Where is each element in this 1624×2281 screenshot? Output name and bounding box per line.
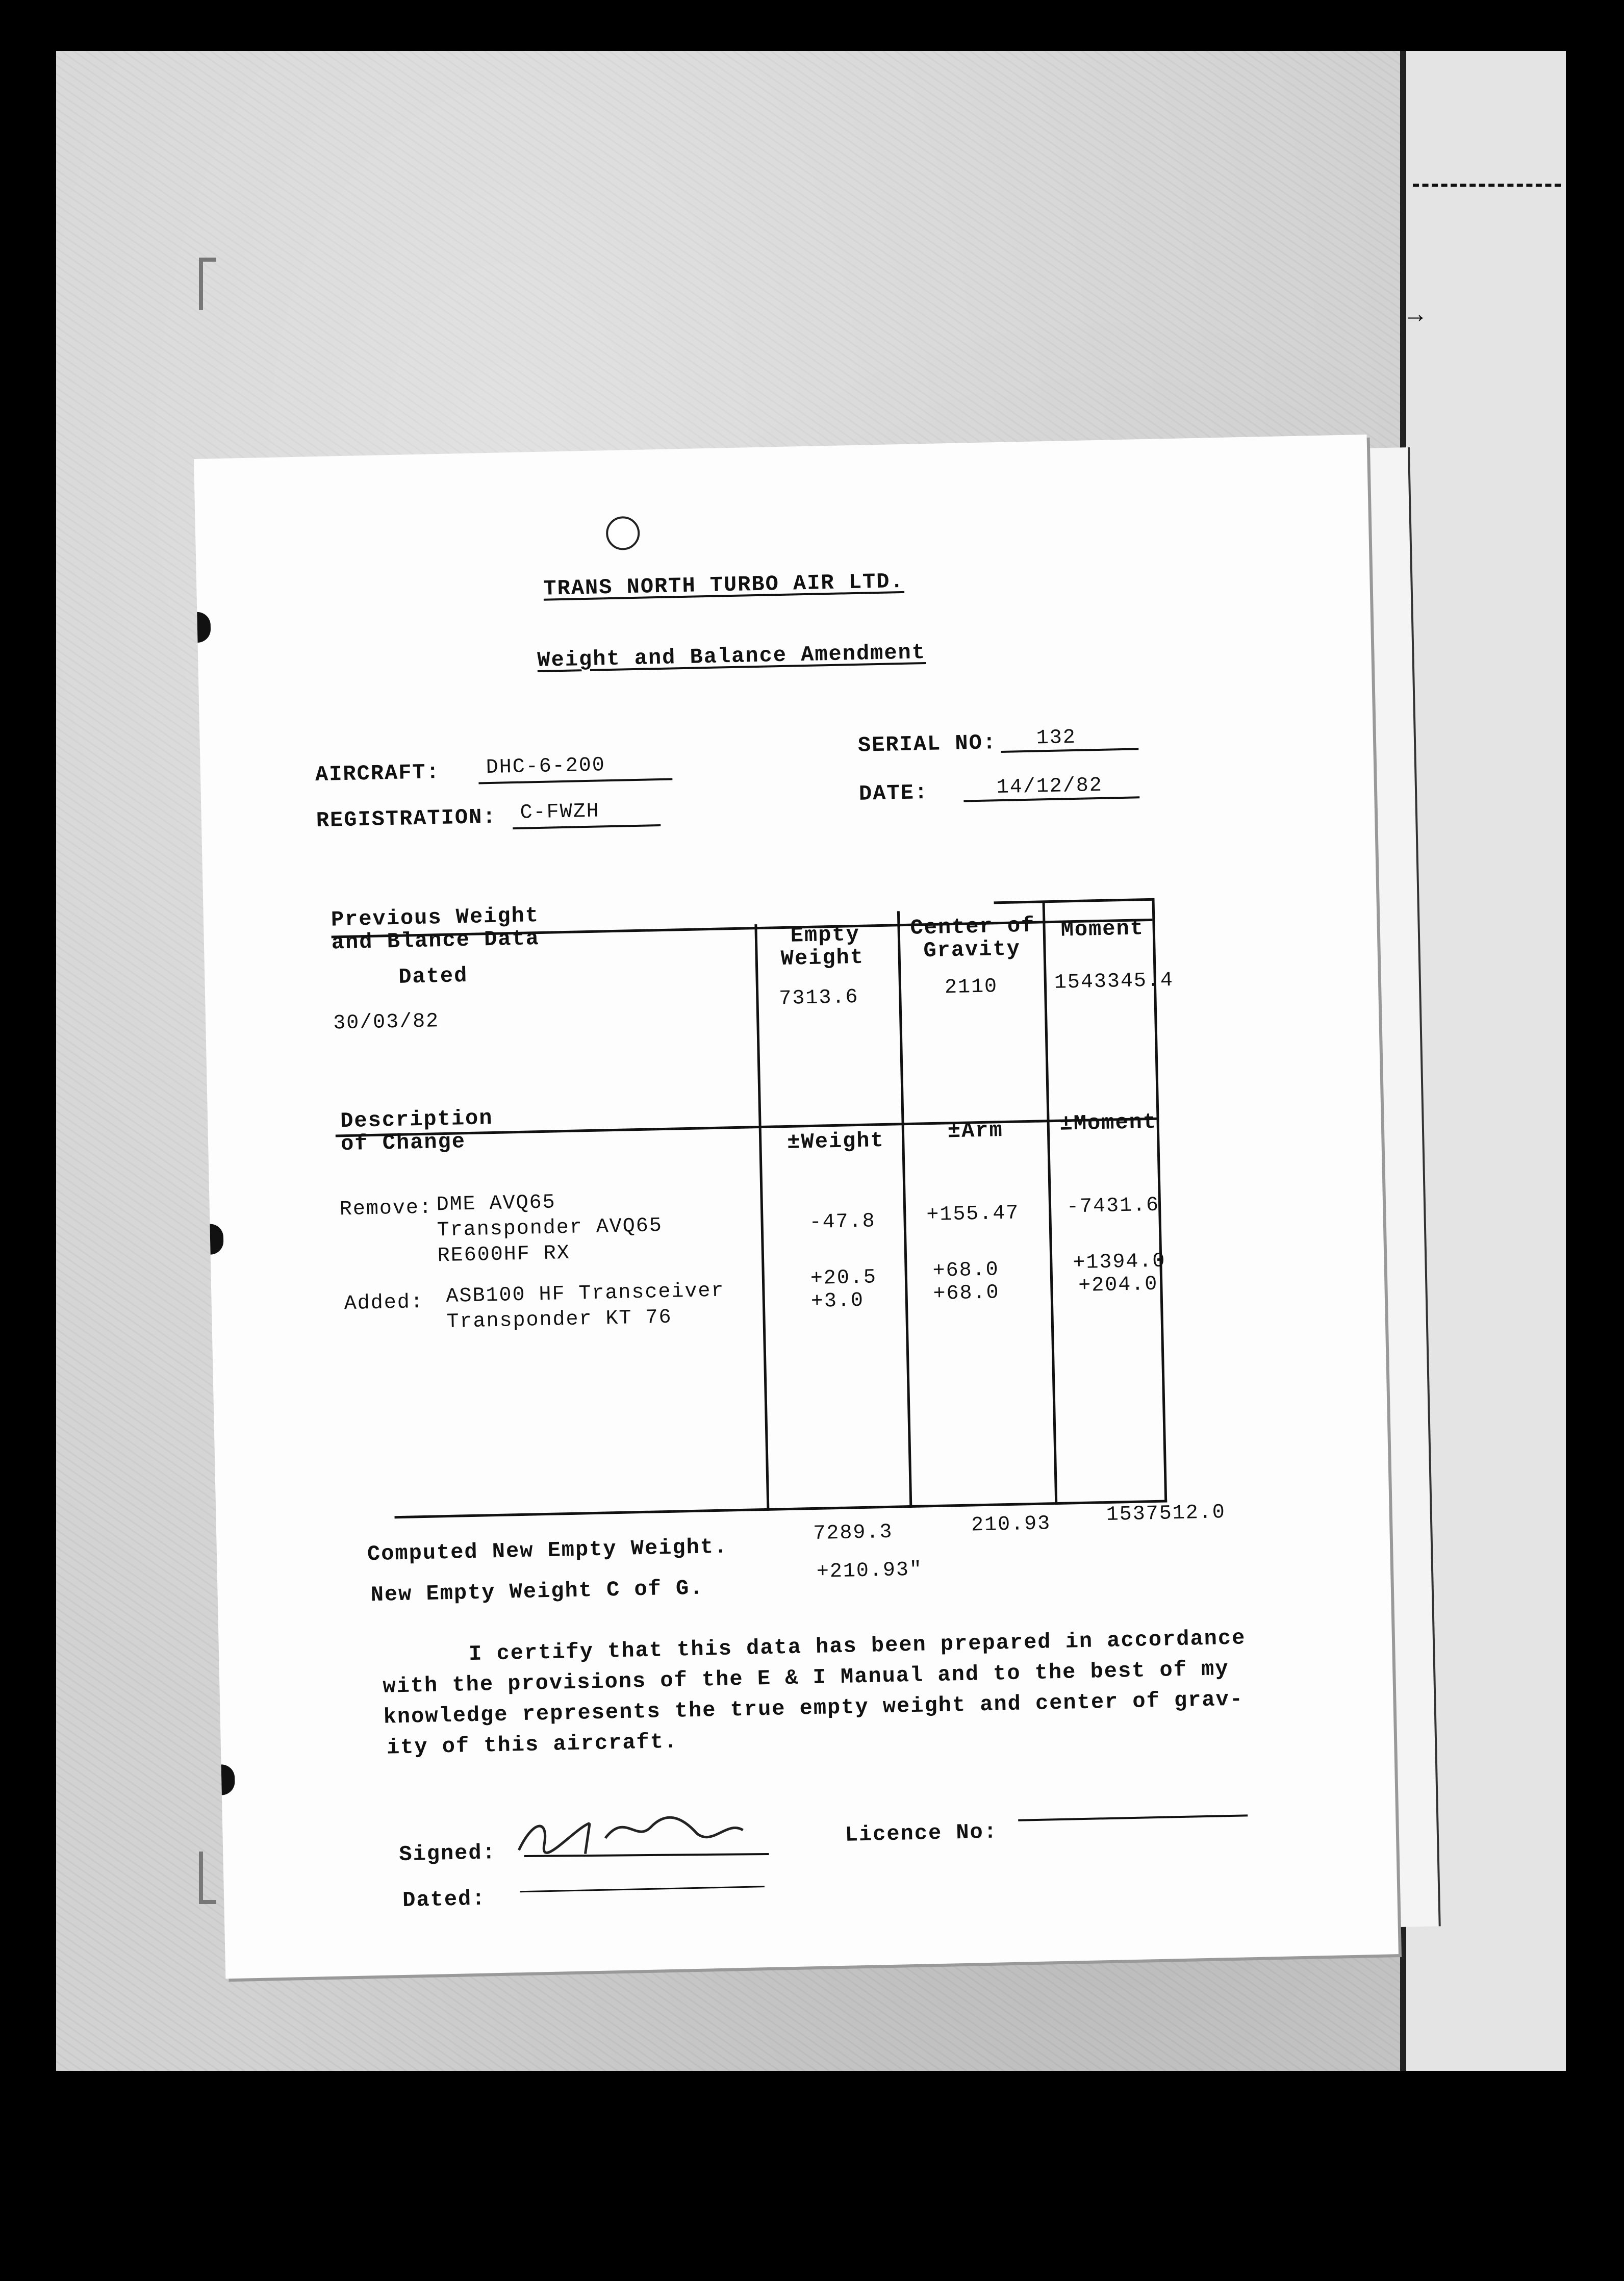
computed-weight: 7289.3 xyxy=(813,1520,893,1546)
certification-line: ity of this aircraft. xyxy=(386,1729,678,1760)
punch-hole xyxy=(606,516,640,550)
binder-hole xyxy=(197,612,211,643)
corner-mark-bottom-left xyxy=(199,1852,216,1904)
computed-cg: 210.93 xyxy=(971,1512,1051,1537)
certification-line: I certify that this data has been prepared in accordance xyxy=(468,1626,1246,1667)
serial-label: SERIAL NO: xyxy=(857,730,997,758)
col-empty-weight-line2: Weight xyxy=(780,945,865,972)
remove-moment: -7431.6 xyxy=(1066,1194,1160,1219)
column-divider-weight xyxy=(754,924,769,1511)
dashed-mark xyxy=(1413,184,1561,187)
remove-weight: -47.8 xyxy=(809,1210,876,1235)
remove-label: Remove: xyxy=(339,1196,433,1222)
date-value: 14/12/82 xyxy=(996,774,1103,800)
col-cg-line1: Center of xyxy=(910,913,1035,941)
added-item: Transponder KT 76 xyxy=(446,1306,673,1334)
certification-line: knowledge represents the true empty weight and center of grav- xyxy=(383,1687,1244,1730)
previous-weight: 7313.6 xyxy=(778,985,859,1011)
licence-label: Licence No: xyxy=(845,1819,998,1847)
added-moment: +1394.0 xyxy=(1072,1250,1166,1275)
added-weight: +20.5 xyxy=(810,1266,877,1291)
previous-cg: 2110 xyxy=(944,975,998,1000)
aircraft-value: DHC-6-200 xyxy=(486,754,606,780)
signature xyxy=(513,1804,779,1866)
table-bottom-rule xyxy=(394,1500,1167,1518)
new-cg-value: +210.93" xyxy=(816,1558,923,1584)
col-moment: Moment xyxy=(1060,916,1145,943)
signature-dated-label: Dated: xyxy=(402,1886,486,1913)
col-plus-minus-weight: ±Weight xyxy=(786,1128,885,1155)
col-plus-minus-moment: ±Moment xyxy=(1059,1109,1157,1136)
change-heading-line2: of Change xyxy=(340,1129,466,1157)
dated-label: Dated xyxy=(398,963,468,990)
change-heading-line1: Description xyxy=(340,1106,493,1134)
added-weight: +3.0 xyxy=(810,1289,865,1314)
remove-item: Transponder AVQ65 xyxy=(437,1214,663,1243)
registration-underline xyxy=(513,824,661,829)
registration-value: C-FWZH xyxy=(520,800,600,825)
new-cg-label: New Empty Weight C of G. xyxy=(370,1576,704,1608)
added-arm: +68.0 xyxy=(932,1258,1000,1283)
moment-top-rule xyxy=(994,898,1152,904)
column-divider-cg xyxy=(897,911,912,1508)
col-cg-line2: Gravity xyxy=(923,936,1021,964)
date-label: DATE: xyxy=(858,780,929,806)
remove-arm: +155.47 xyxy=(926,1202,1020,1227)
remove-item: DME AVQ65 xyxy=(436,1191,556,1217)
computed-moment: 1537512.0 xyxy=(1106,1501,1226,1527)
added-arm: +68.0 xyxy=(933,1281,1000,1306)
col-empty-weight-line1: Empty xyxy=(790,922,860,948)
licence-underline xyxy=(1018,1814,1248,1821)
previous-heading-line2: and Blance Data xyxy=(331,926,540,955)
weight-balance-sheet xyxy=(194,435,1399,1979)
certification-line: with the provisions of the E & I Manual and to the best of my xyxy=(382,1657,1230,1699)
signature-dated-underline xyxy=(520,1886,765,1892)
arrow-right-icon: → xyxy=(1408,301,1424,331)
corner-mark-top-left xyxy=(199,258,216,310)
previous-moment: 1543345.4 xyxy=(1054,969,1174,995)
aircraft-underline xyxy=(478,778,672,784)
aircraft-label: AIRCRAFT: xyxy=(315,760,441,788)
added-label: Added: xyxy=(344,1290,424,1316)
binder-hole xyxy=(221,1764,235,1795)
signed-label: Signed: xyxy=(398,1840,497,1867)
document-title: Weight and Balance Amendment xyxy=(537,640,926,673)
previous-dated-value: 30/03/82 xyxy=(333,1010,440,1035)
col-plus-minus-arm: ±Arm xyxy=(947,1118,1004,1144)
computed-weight-label: Computed New Empty Weight. xyxy=(367,1534,728,1567)
company-name: TRANS NORTH TURBO AIR LTD. xyxy=(543,569,905,601)
previous-heading-line1: Previous Weight xyxy=(331,903,540,932)
registration-label: REGISTRATION: xyxy=(316,804,497,833)
added-item: ASB100 HF Transceiver xyxy=(446,1279,725,1308)
added-moment: +204.0 xyxy=(1078,1273,1158,1298)
binder-hole xyxy=(210,1224,223,1255)
remove-item: RE600HF RX xyxy=(437,1241,571,1268)
serial-value: 132 xyxy=(1036,726,1077,750)
